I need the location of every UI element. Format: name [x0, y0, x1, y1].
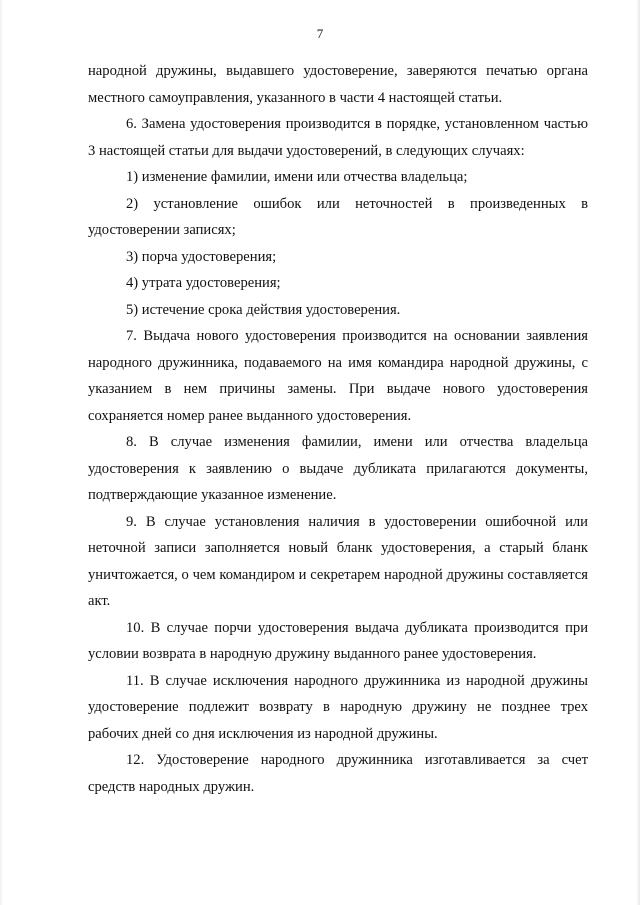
list-item-4: 4) утрата удостоверения; [126, 275, 281, 291]
scan-edge-left [0, 0, 3, 905]
document-body [88, 58, 588, 800]
scan-edge-right [636, 0, 640, 905]
paragraph-9: 9. В случае установления наличия в удостоверении ошибочной или неточной записи заполняется новый бланк удостоверения, а старый бланк уничтожается, о чем командиром и секретарем народной дружины составляется акт. [88, 513, 588, 609]
paragraph-10: 10. В случае порчи удостоверения выдача дубликата производится при условии возврата в народную дружину выданного ранее удостоверения. [88, 619, 588, 662]
paragraph-7: 7. Выдача нового удостоверения производится на основании заявления народного дружинника, подаваемого на имя командира народной дружины, с указанием в нем причины замены. При выдаче нового удостоверения сохраняется номер ранее выданного удостоверения. [88, 328, 588, 424]
paragraph-11: 11. В случае исключения народного дружинника из народной дружины удостоверение подлежит возврату в народную дружину не позднее трех рабочих дней со дня исключения из народной дружины. [88, 672, 588, 742]
list-item-3: 3) порча удостоверения; [126, 248, 277, 265]
paragraph-continuation: народной дружины, выдавшего удостоверение, заверяются печатью органа местного самоуправления, указанного в части 4 настоящей статьи. [88, 63, 588, 106]
paragraph-12: 12. Удостоверение народного дружинника изготавливается за счет средств народных дружин. [88, 752, 588, 795]
list-item-5: 5) истечение срока действия удостоверения. [126, 301, 401, 318]
page-number: 7 [316, 26, 324, 41]
paragraph-6: 6. Замена удостоверения производится в порядке, установленном частью 3 настоящей статьи для выдачи удостоверений, в следующих случаях: [88, 116, 588, 159]
paragraph-8: 8. В случае изменения фамилии, имени или отчества владельца удостоверения к заявлению о выдаче дубликата прилагаются документы, подтверждающие указанное изменение. [88, 434, 588, 503]
list-item-1: 1) изменение фамилии, имени или отчества владельца; [126, 169, 468, 185]
list-item-2: 2) установление ошибок или неточностей в произведенных в удостоверении записях; [88, 195, 588, 238]
